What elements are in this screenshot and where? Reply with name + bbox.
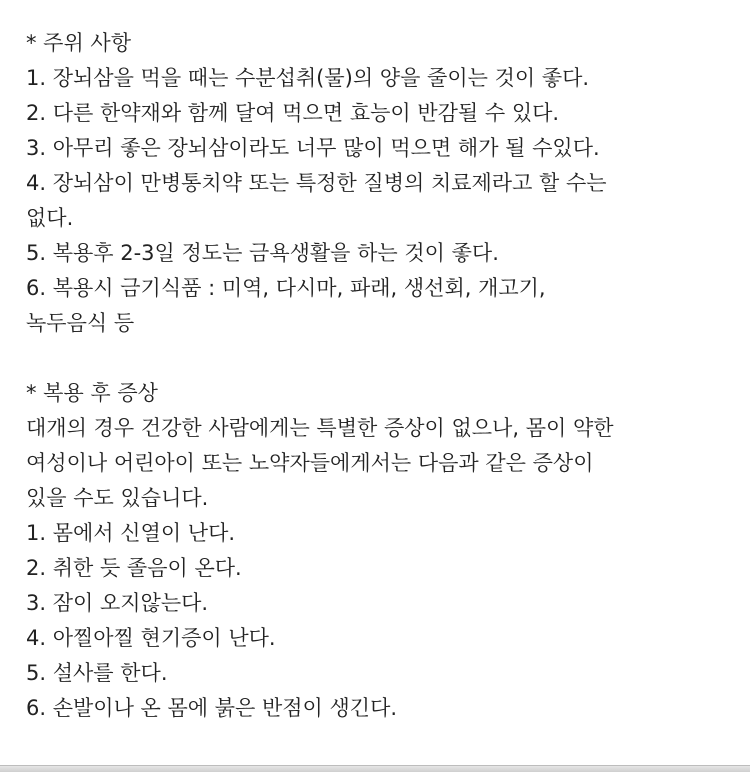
precaution-item: 1. 장뇌삼을 먹을 때는 수분섭취(물)의 양을 줄이는 것이 좋다. xyxy=(26,66,590,90)
symptoms-intro-line: 있을 수도 있습니다. xyxy=(26,486,209,510)
memo-text-body xyxy=(26,26,736,726)
symptoms-intro-line: 여성이나 어린아이 또는 노약자들에게서는 다음과 같은 증상이 xyxy=(26,451,594,475)
precaution-item-continued: 없다. xyxy=(26,206,74,230)
precaution-item: 2. 다른 한약재와 함께 달여 먹으면 효능이 반감될 수 있다. xyxy=(26,101,560,125)
precaution-item: 4. 장뇌삼이 만병통치약 또는 특정한 질병의 치료제라고 할 수는 xyxy=(26,171,607,195)
symptoms-heading: * 복용 후 증상 xyxy=(26,381,158,405)
symptoms-intro-line: 대개의 경우 건강한 사람에게는 특별한 증상이 없으나, 몸이 약한 xyxy=(26,416,614,440)
symptom-item: 4. 아찔아찔 현기증이 난다. xyxy=(26,626,276,650)
precaution-item: 5. 복용후 2-3일 정도는 금욕생활을 하는 것이 좋다. xyxy=(26,241,499,265)
precaution-item-continued: 녹두음식 등 xyxy=(26,311,135,335)
precautions-heading: * 주위 사항 xyxy=(26,31,131,55)
precaution-item: 3. 아무리 좋은 장뇌삼이라도 너무 많이 먹으면 해가 될 수있다. xyxy=(26,136,600,160)
symptom-item: 6. 손발이나 온 몸에 붉은 반점이 생긴다. xyxy=(26,696,398,720)
bottom-divider xyxy=(0,765,750,772)
symptom-item: 2. 취한 듯 졸음이 온다. xyxy=(26,556,242,580)
symptom-item: 3. 잠이 오지않는다. xyxy=(26,591,209,615)
precaution-item: 6. 복용시 금기식품 : 미역, 다시마, 파래, 생선회, 개고기, xyxy=(26,276,546,300)
symptom-item: 1. 몸에서 신열이 난다. xyxy=(26,521,236,545)
section-spacer xyxy=(26,341,736,376)
symptom-item: 5. 설사를 한다. xyxy=(26,661,168,685)
